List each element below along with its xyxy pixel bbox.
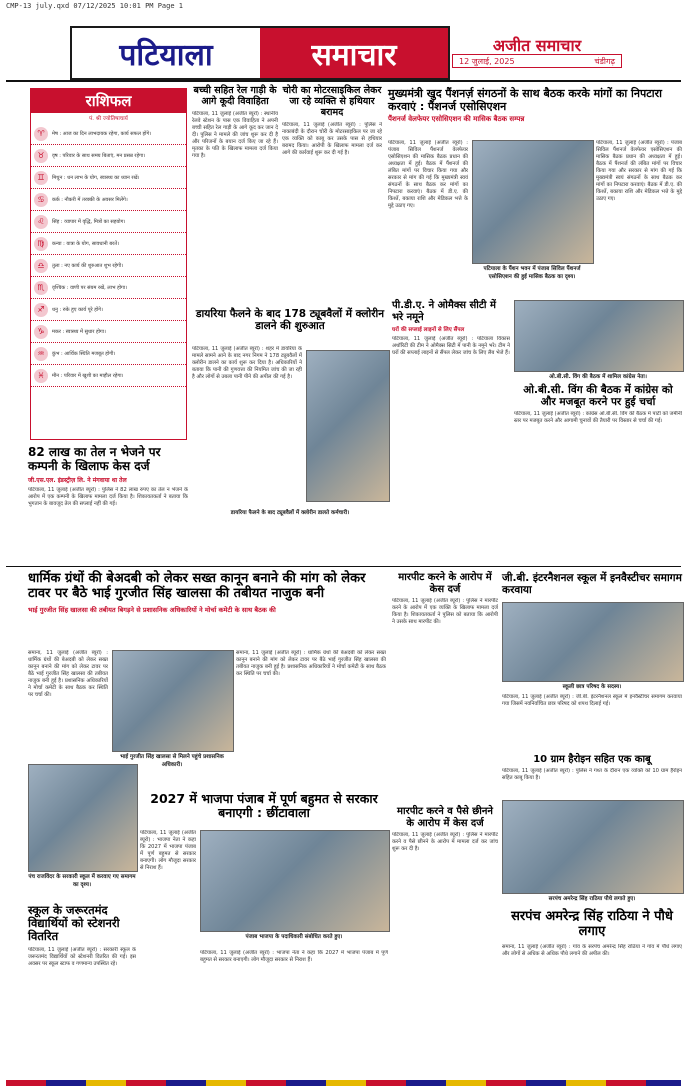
congress-body: पटियाला, 11 जुलाई (अजीत ब्यूरो) : कांग्रेस ओ.बी.सी. विंग की बैठक में पार्टी को जमीनी स्तर पर मजबूत करने और आगामी चुनावों की तैयारी पर विस्तार से चर्चा की गई।	[514, 411, 682, 425]
banner-body-2: समाना, 11 जुलाई (अजीत ब्यूरो) : धार्मिक ग्रंथों की बेअदबी को लेकर सख्त कानून बनाने की मांग को लेकर टावर पर बैठे भाई गुरजीत सिंह खालसा की तबीयत नाजुक बनी हुई है। प्रशासनिक अधिकारियों ने मोर्चा कमेटी के साथ बैठक कर स्थिति पर चर्चा की।	[236, 650, 386, 677]
tubewell-body: पटियाला, 11 जुलाई (अजीत ब्यूरो) : शहर में डायरिया के मामले सामने आने के बाद नगर निगम ने 178 ट्यूबवैलों में क्लोरीन डालने का कार्य शुरू कर दिया है। अधिकारियों ने बताया कि पानी की गुणवत्ता की नियमित जांच की जा रही है और लोगों से उबला पानी पीने की अपील की गई है।	[192, 346, 302, 380]
tubewell-caption: डायरिया फैलने के बाद ट्यूबवैलों में क्लोरीन डालते कर्मचारी।	[230, 510, 350, 516]
dateline	[452, 54, 622, 68]
sarpanch-body: समाना, 11 जुलाई (अजीत ब्यूरो) : गांव के सरपंच अमरेन्द्र सिंह राठिया ने गांव में पौधे लगाए और लोगों से अधिक से अधिक पौधे लगाने की अपील की।	[502, 943, 682, 957]
zodiac-icon: ♐	[34, 303, 48, 317]
rashi-row	[31, 211, 186, 233]
date: 12 जुलाई, 2025	[459, 56, 515, 66]
rashi-text: मिथुन : धन लाभ के योग, स्वास्थ्य का ध्यान रखें।	[52, 174, 140, 181]
zodiac-icon: ♏	[34, 281, 48, 295]
bjp-caption: पंजाब भाजपा के पदाधिकारी संबोधित करते हुए।	[245, 934, 343, 940]
assault1-headline: मारपीट करने के आरोप में केस दर्ज	[398, 572, 492, 595]
train-headline: बच्ची सहित रेल गाड़ी के आगे कूदी विवाहिता	[193, 85, 277, 107]
pda-story	[392, 300, 510, 396]
rashi-text: सिंह : व्यापार में वृद्धि, मित्रों का सहयोग।	[52, 218, 126, 225]
rashi-text: धनु : रुके हुए कार्य पूरे होंगे।	[52, 306, 103, 313]
rashi-text: कन्या : यात्रा के योग, सावधानी बरतें।	[52, 240, 119, 247]
banner-body: समाना, 11 जुलाई (अजीत ब्यूरो) : धार्मिक ग्रंथों की बेअदबी को लेकर सख्त कानून बनाने की मांग को लेकर टावर पर बैठे भाई गुरजीत सिंह खालसा की तबीयत नाजुक बनी हुई है। प्रशासनिक अधिकारियों ने मोर्चा कमेटी के साथ बैठक कर स्थिति पर चर्चा की।	[28, 650, 108, 698]
sarpanch-photo	[502, 800, 684, 894]
bjp-photo	[200, 830, 390, 932]
pda-subhead: घरों की सप्लाई लाइनों से लिए सैंपल	[392, 327, 465, 333]
motorcycle-body: पटियाला, 11 जुलाई (अजीत ब्यूरो) : पुलिस ने नाकाबंदी के दौरान चोरी के मोटरसाइकिल पर जा रहे एक व्यक्ति को काबू कर उसके पास से हथियार बरामद किया। आरोपी के खिलाफ मामला दर्ज कर आगे की कार्रवाई शुरू कर दी गई है।	[282, 121, 382, 156]
lead-headline: मुख्यमंत्री खुद पैंशनर्ज़ संगठनों के साथ बैठक करके मांगों का निपटारा करवाएं : पैंशनर्ज एसोसिएशन	[388, 87, 662, 113]
banner-subhead: भाई गुरजीत सिंह खालसा की तबीयत बिगड़ने से प्रशासनिक अधिकारियों ने मोर्चा कमेटी के साथ बैठक की	[28, 605, 276, 614]
school-photo	[502, 602, 684, 682]
rashi-row	[31, 167, 186, 189]
rashi-text: कर्क : नौकरी में तरक्की के अवसर मिलेंगे।	[52, 196, 128, 203]
lead-body-2: पटियाला, 11 जुलाई (अजीत ब्यूरो) : पंजाब सिविल पैंशनर्ज वेलफेयर एसोसिएशन की मासिक बैठक प्रधान की अध्यक्षता में हुई। बैठक में पैंशनर्ज की लंबित मांगों पर विचार किया गया और सरकार से मांग की गई कि मुख्यमंत्री स्वयं संगठनों के साथ बैठक कर मांगों का निपटारा करवाएं। बैठक में डी.ए. की किश्तें, बकाया राशि और मेडिकल भत्ते के मुद्दे उठाए गए।	[596, 140, 682, 202]
assault2-headline: मारपीट करने व पैसे छीनने के आरोप में केस दर्ज	[397, 806, 493, 829]
banner-photo	[112, 650, 234, 752]
train-story	[192, 86, 278, 381]
masthead-right: समाचार	[260, 28, 448, 78]
tubewell-headline: डायरिया फैलने के बाद 178 ट्यूबवैलों में क्लोरीन डालने की शुरुआत	[195, 308, 385, 333]
school-headline: जी.बी. इंटरनैशनल स्कूल में इनवैस्टीचर समागम करवाया	[502, 572, 682, 597]
oil-subhead: जी.एस.एल. इंडस्ट्रीज़ लि. ने मंगवाया था तेल	[28, 476, 127, 484]
pda-body: पटियाला, 11 जुलाई (अजीत ब्यूरो) : पटियाला विकास अथॉरिटी की टीम ने ओमैक्स सिटी में पानी के नमूने भरे। टीम ने घरों की सप्लाई लाइनों से सैंपल लेकर जांच के लिए लैब भेजे हैं।	[392, 336, 510, 356]
tubewell-story	[192, 308, 388, 332]
lead-subhead: पैंशनर्ज वेलफेयर एसोसिएशन की मासिक बैठक सम्पन्न	[388, 115, 525, 124]
assault2-story	[392, 806, 498, 1032]
place: चंडीगढ़	[594, 56, 615, 66]
rashi-text: मेष : आज का दिन लाभदायक रहेगा, कार्य सफल होंगे।	[52, 130, 152, 137]
oil-story	[28, 446, 188, 552]
assault1-story	[392, 572, 498, 768]
stationery-body: पटियाला, 11 जुलाई (अजीत ब्यूरो) : सरकारी स्कूल के जरूरतमंद विद्यार्थियों को स्टेशनरी वितरित की गई। इस अवसर पर स्कूल स्टाफ व गणमान्य उपस्थित रहे।	[28, 946, 136, 967]
rashi-row	[31, 299, 186, 321]
school-body: पटियाला, 11 जुलाई (अजीत ब्यूरो) : जी.बी. इंटरनैशनल स्कूल में इनवैस्टीचर समागम करवाया गया जिसमें नवनिर्वाचित छात्र परिषद को शपथ दिलाई गई।	[502, 694, 682, 707]
congress-headline: ओ.बी.सी. विंग की बैठक में कांग्रेस को और मजबूत करने पर हुई चर्चा	[523, 384, 673, 409]
sarpanch-story	[502, 910, 682, 1054]
rashi-row	[31, 277, 186, 299]
bjp-headline: 2027 में भाजपा पंजाब में पूर्ण बहुमत से सरकार बनाएगी : छींटावाला	[150, 791, 378, 821]
rashi-text: मकर : स्वास्थ्य में सुधार होगा।	[52, 328, 106, 335]
stationery-photo	[28, 764, 138, 872]
zodiac-icon: ♋	[34, 193, 48, 207]
rashi-row	[31, 189, 186, 211]
train-body: पटियाला, 11 जुलाई (अजीत ब्यूरो) : स्थानीय रेलवे स्टेशन के पास एक विवाहिता ने अपनी बच्ची सहित रेल गाड़ी के आगे कूद कर जान दे दी। पुलिस ने मामले की जांच शुरू कर दी है और परिजनों के बयान दर्ज किए जा रहे हैं। मृतका के पति के खिलाफ मामला दर्ज किया गया है।	[192, 110, 278, 159]
masthead	[70, 26, 450, 80]
heroin-story	[502, 754, 682, 804]
rashi-row	[31, 233, 186, 255]
assault2-body: पटियाला, 11 जुलाई (अजीत ब्यूरो) : पुलिस ने मारपीट करने व पैसे छीनने के आरोप में मामला दर्ज कर जांच शुरू कर दी है।	[392, 832, 498, 852]
rashi-row	[31, 365, 186, 387]
rashi-list	[31, 123, 186, 387]
rashi-row	[31, 123, 186, 145]
school-story	[502, 572, 682, 596]
motorcycle-story	[282, 86, 382, 252]
zodiac-icon: ♑	[34, 325, 48, 339]
pda-headline: पी.डी.ए. ने ओमैक्स सीटी में भरे नमूने	[392, 300, 496, 323]
school-caption: स्कूली छात्र परिषद के सदस्य।	[562, 684, 622, 690]
bjp-body-2: पटियाला, 11 जुलाई (अजीत ब्यूरो) : भाजपा नेता ने कहा कि 2027 में भाजपा पंजाब में पूर्ण बहुमत से सरकार बनाएगी। लोग मौजूदा सरकार से निराश हैं।	[200, 950, 388, 963]
rashi-text: तुला : नए कार्य की शुरुआत शुभ रहेगी।	[52, 262, 124, 269]
lead-story	[388, 88, 682, 124]
oil-headline: 82 लाख का तेल न भेजने पर कम्पनी के खिलाफ केस दर्ज	[28, 445, 161, 473]
rashi-text: कुंभ : आर्थिक स्थिति मजबूत होगी।	[52, 350, 116, 357]
rashi-row	[31, 321, 186, 343]
prepress-line: CMP-13 july.qxd 07/12/2025 10:01 PM Page 1	[6, 2, 184, 10]
brand-name: अजीत समाचार	[492, 36, 582, 55]
zodiac-icon: ♈	[34, 127, 48, 141]
congress-photo	[514, 300, 684, 372]
congress-story	[514, 384, 682, 521]
rashi-text: वृष : परिवार के साथ समय बिताएं, मन प्रसन्न रहेगा।	[52, 152, 146, 159]
motorcycle-headline: चोरी का मोटरसाइकिल लेकर जा रहे व्यक्ति से हथियार बरामद	[282, 85, 382, 118]
rashi-row	[31, 343, 186, 365]
stationery-caption: पंच राजविंदर के सरकारी स्कूल में करवाए गए समागम का दृश्य।	[28, 874, 136, 888]
banner-story	[28, 572, 388, 614]
stationery-story	[28, 904, 136, 1047]
zodiac-icon: ♍	[34, 237, 48, 251]
zodiac-icon: ♓	[34, 369, 48, 383]
color-bar	[6, 1080, 681, 1086]
rashifal-box	[30, 88, 187, 440]
zodiac-icon: ♊	[34, 171, 48, 185]
lead-caption: पटियाला के पैंशन भवन में पंजाब सिविल पैंशनर्ज एसोसिएशन की हुई मासिक बैठक का दृश्य।	[483, 266, 581, 280]
rashi-text: वृश्चिक : वाणी पर संयम रखें, लाभ होगा।	[52, 284, 128, 291]
zodiac-icon: ♎	[34, 259, 48, 273]
section-rule	[6, 566, 681, 567]
masthead-left: पटियाला	[72, 28, 260, 78]
heroin-headline: 10 ग्राम हैरोइन सहित एक काबू	[533, 754, 651, 765]
banner-caption: भाई गुरजीत सिंह खालसा से मिलने पहुंचे प्रशासनिक अधिकारी।	[120, 754, 224, 768]
heroin-body: पटियाला, 11 जुलाई (अजीत ब्यूरो) : पुलिस ने गश्त के दौरान एक व्यक्ति को 10 ग्राम हैरोइन सहित काबू किया है।	[502, 767, 682, 781]
lead-photo	[472, 140, 594, 264]
sarpanch-headline: सरपंच अमरेन्द्र सिंह राठिया ने पौधे लगाए	[511, 909, 673, 939]
oil-body: पटियाला, 11 जुलाई (अजीत ब्यूरो) : पुलिस ने 82 लाख रुपए का तेल न भेजने के आरोप में एक कम्पनी के खिलाफ मामला दर्ज किया है। शिकायतकर्ता ने बताया कि भुगतान के बावजूद तेल की सप्लाई नहीं की गई।	[28, 486, 188, 507]
zodiac-icon: ♉	[34, 149, 48, 163]
rashifal-byline: पं. श्री ज्योतिषाचार्य	[89, 116, 128, 122]
stationery-headline: स्कूल के जरूरतमंद विद्यार्थियों को स्टेशनरी वितरित	[28, 903, 120, 944]
rashi-text: मीन : परिवार में खुशी का माहौल रहेगा।	[52, 372, 124, 379]
assault1-body: पटियाला, 11 जुलाई (अजीत ब्यूरो) : पुलिस ने मारपीट करने के आरोप में एक व्यक्ति के खिलाफ मामला दर्ज किया है। शिकायतकर्ता ने पुलिस को बताया कि आरोपी ने उसके साथ मारपीट की।	[392, 598, 498, 625]
zodiac-icon: ♌	[34, 215, 48, 229]
tubewell-photo	[306, 350, 390, 502]
masthead-rule	[6, 80, 681, 82]
rashi-row	[31, 255, 186, 277]
rashi-row	[31, 145, 186, 167]
lead-body: पटियाला, 11 जुलाई (अजीत ब्यूरो) : पंजाब सिविल पैंशनर्ज वेलफेयर एसोसिएशन की मासिक बैठक प्रधान की अध्यक्षता में हुई। बैठक में पैंशनर्ज की लंबित मांगों पर विचार किया गया और सरकार से मांग की गई कि मुख्यमंत्री स्वयं संगठनों के साथ बैठक कर मांगों का निपटारा करवाएं। बैठक में डी.ए. की किश्तें, बकाया राशि और मेडिकल भत्ते के मुद्दे उठाए गए।	[388, 140, 468, 209]
bjp-story	[140, 792, 388, 821]
zodiac-icon: ♒	[34, 347, 48, 361]
banner-headline: धार्मिक ग्रंथों की बेअदबी को लेकर सख्त कानून बनाने की मांग को लेकर टावर पर बैठे भाई गुरजीत सिंह खालसा की तबीयत नाजुक बनी	[28, 571, 366, 601]
sarpanch-caption: सरपंच अमरेन्द्र सिंह राठिया पौधे लगाते हुए।	[548, 896, 636, 902]
congress-caption: ओ.बी.सी. विंग की बैठक में शामिल कांग्रेस नेता।	[549, 374, 647, 380]
bjp-body: पटियाला, 11 जुलाई (अजीत ब्यूरो) : भाजपा नेता ने कहा कि 2027 में भाजपा पंजाब में पूर्ण बहुमत से सरकार बनाएगी। लोग मौजूदा सरकार से निराश हैं।	[140, 830, 196, 871]
rashifal-title: राशिफल	[31, 89, 186, 113]
